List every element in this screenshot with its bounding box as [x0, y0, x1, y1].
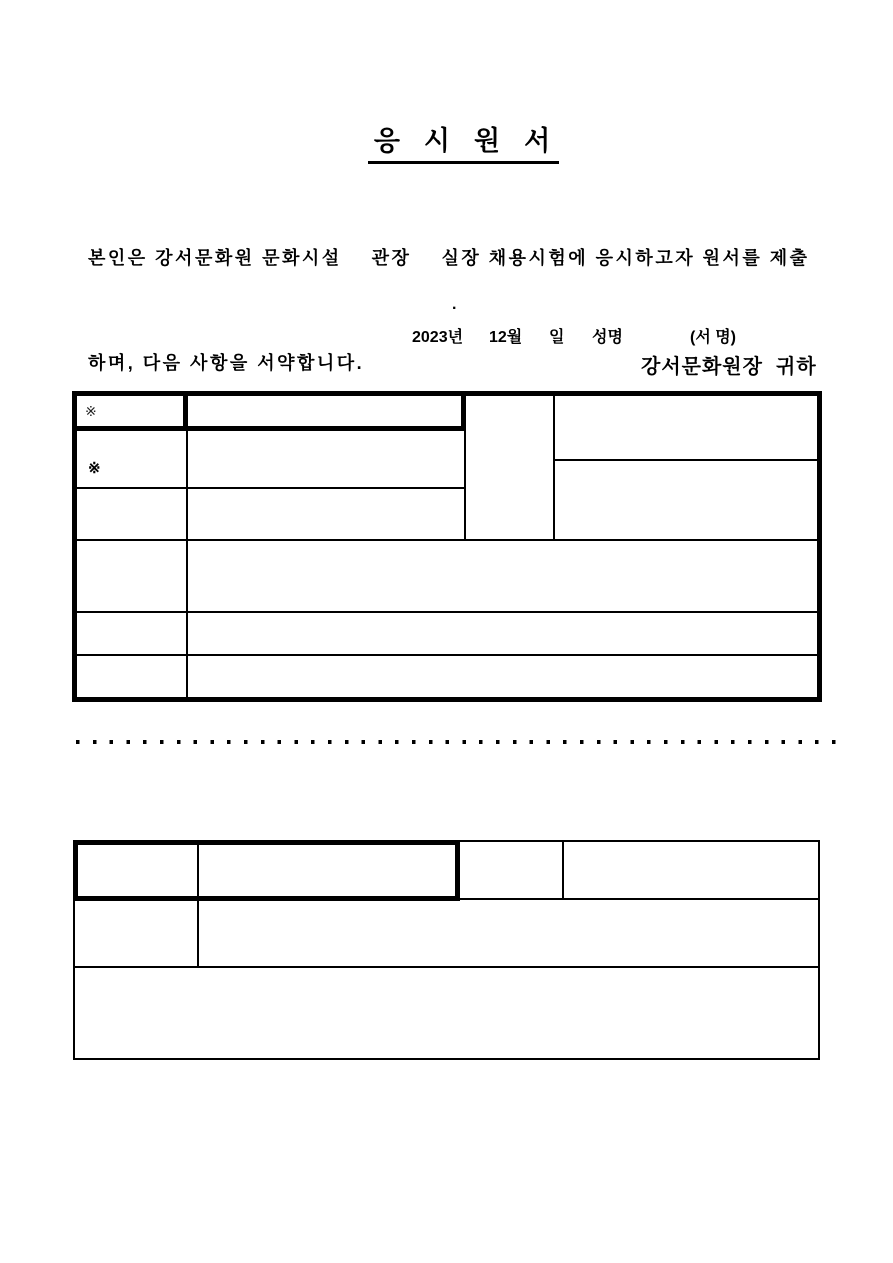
photo-box-cell	[466, 396, 553, 539]
reference-mark: ※	[88, 460, 101, 477]
form-cell	[188, 541, 817, 611]
date-day-label: 일	[549, 329, 565, 346]
form-label-cell	[75, 842, 195, 896]
recipient-line: 강서문화원장 귀하	[641, 356, 817, 378]
applicant-info-table	[72, 391, 822, 702]
intro-line-2: 하며, 다음 사항을 서약합니다.	[88, 353, 365, 373]
stray-dot: .	[452, 296, 457, 313]
title-row	[0, 119, 893, 164]
form-cell	[75, 968, 818, 1056]
phone-cell-bottom	[555, 461, 817, 539]
form-label-cell	[75, 900, 195, 964]
date-year: 2023년	[412, 329, 464, 346]
form-cell	[199, 900, 818, 964]
dotted-cut-line	[76, 740, 836, 744]
signature-note: (서 명)	[690, 329, 737, 346]
form-cell	[564, 842, 818, 896]
page-title: 응 시 원 서	[368, 119, 559, 164]
form-label-cell	[460, 842, 562, 896]
exam-slip-table	[73, 840, 820, 1060]
form-cell	[188, 431, 461, 487]
form-label-cell	[77, 541, 183, 611]
form-label-cell	[77, 489, 183, 539]
name-label: 성명	[592, 329, 623, 346]
form-label-cell	[77, 656, 183, 697]
form-cell	[188, 613, 817, 654]
form-cell	[188, 396, 461, 426]
note-header-cell	[77, 396, 183, 426]
form-cell	[199, 842, 455, 896]
reference-mark: ※	[85, 403, 97, 419]
form-cell	[188, 656, 817, 697]
phone-cell-top	[555, 396, 817, 459]
form-label-cell	[77, 431, 183, 487]
form-cell	[188, 489, 461, 539]
form-label-cell	[77, 613, 183, 654]
intro-line-1: 본인은 강서문화원 문화시설 관장 실장 채용시험에 응시하고자 원서를 제출	[88, 248, 810, 268]
date-month: 12월	[489, 329, 523, 346]
